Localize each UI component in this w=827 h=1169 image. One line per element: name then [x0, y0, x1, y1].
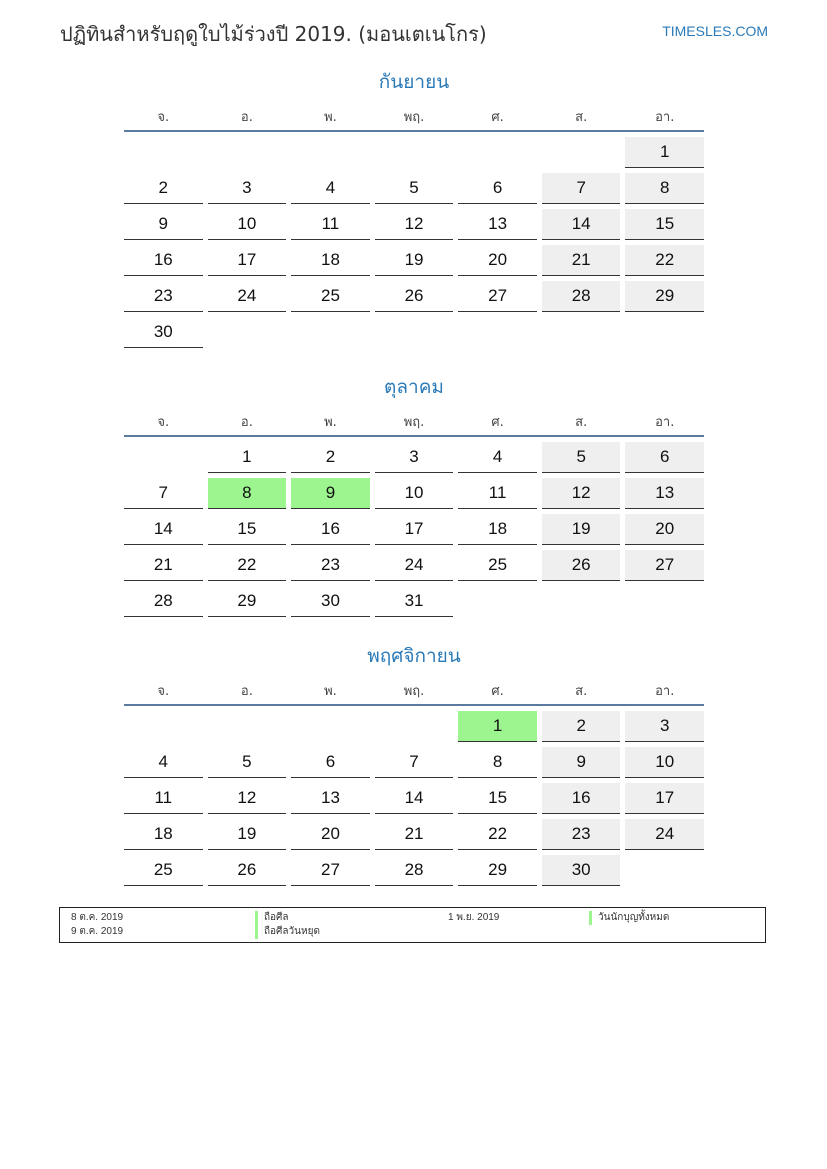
calendar-week	[124, 747, 704, 778]
calendar-day[interactable]: 23	[542, 819, 621, 850]
calendar-day[interactable]: 21	[124, 550, 203, 581]
calendar-day[interactable]: 2	[542, 711, 621, 742]
calendar-week	[124, 245, 704, 276]
calendar-day[interactable]: 1	[625, 137, 704, 168]
calendar-day[interactable]: 7	[375, 747, 454, 778]
weekday-label: อ.	[240, 414, 253, 430]
calendar-week	[124, 209, 704, 240]
calendar-day[interactable]: 18	[291, 245, 370, 276]
calendar-day[interactable]: 2	[124, 173, 203, 204]
weekday-label: ศ.	[491, 109, 504, 125]
calendar-week	[124, 137, 704, 168]
calendar-empty-cell	[124, 442, 203, 473]
weekday-label: ส.	[575, 109, 588, 125]
calendar-day[interactable]: 25	[458, 550, 537, 581]
weekday-label: อา.	[655, 109, 675, 125]
calendar-day[interactable]: 20	[291, 819, 370, 850]
calendar-day[interactable]: 10	[375, 478, 454, 509]
calendar-day[interactable]: 19	[375, 245, 454, 276]
calendar-day[interactable]: 8	[625, 173, 704, 204]
calendar-day[interactable]: 27	[291, 855, 370, 886]
calendar-empty-cell	[208, 711, 287, 742]
calendar-day[interactable]: 4	[291, 173, 370, 204]
calendar-day[interactable]: 11	[124, 783, 203, 814]
calendar-day[interactable]: 16	[291, 514, 370, 545]
calendar-day[interactable]: 14	[542, 209, 621, 240]
calendar-empty-cell	[458, 586, 537, 617]
calendar-day[interactable]: 25	[291, 281, 370, 312]
calendar-day[interactable]: 6	[458, 173, 537, 204]
calendar-day[interactable]: 18	[124, 819, 203, 850]
calendar-day[interactable]: 19	[542, 514, 621, 545]
calendar-empty-cell	[458, 137, 537, 168]
calendar-week	[124, 855, 704, 886]
calendar-week	[124, 819, 704, 850]
calendar-day[interactable]: 9	[124, 209, 203, 240]
weekday-label: พฤ.	[403, 414, 425, 430]
calendar-day[interactable]: 23	[124, 281, 203, 312]
calendar-day[interactable]: 20	[625, 514, 704, 545]
calendar-week	[124, 783, 704, 814]
weekday-label: พ.	[324, 109, 337, 125]
calendar-day[interactable]: 28	[542, 281, 621, 312]
calendar-day[interactable]: 5	[542, 442, 621, 473]
calendar-day[interactable]: 30	[291, 586, 370, 617]
month-october	[124, 373, 704, 622]
calendar-day[interactable]: 28	[375, 855, 454, 886]
calendar-day[interactable]: 6	[291, 747, 370, 778]
weekday-label: พ.	[324, 414, 337, 430]
calendar-day[interactable]: 17	[208, 245, 287, 276]
calendar-day[interactable]: 18	[458, 514, 537, 545]
calendar-empty-cell	[375, 317, 454, 348]
calendar-empty-cell	[208, 317, 287, 348]
weekday-label: อ.	[240, 683, 253, 699]
calendar-day[interactable]: 23	[291, 550, 370, 581]
calendar-day[interactable]: 17	[625, 783, 704, 814]
calendar-empty-cell	[625, 317, 704, 348]
calendar-day[interactable]: 4	[124, 747, 203, 778]
month-title: พฤศจิกายน	[367, 645, 461, 667]
calendar-day[interactable]: 3	[625, 711, 704, 742]
calendar-week	[124, 478, 704, 509]
legend-date: 9 ต.ค. 2019	[71, 926, 124, 937]
holiday-legend	[59, 907, 766, 943]
calendar-day[interactable]: 29	[458, 855, 537, 886]
calendar-empty-cell	[625, 855, 704, 886]
calendar-day[interactable]: 15	[458, 783, 537, 814]
weekday-label: พฤ.	[403, 109, 425, 125]
calendar-day[interactable]: 27	[625, 550, 704, 581]
calendar-week	[124, 550, 704, 581]
calendar-week	[124, 586, 704, 617]
calendar-empty-cell	[208, 137, 287, 168]
calendar-week	[124, 711, 704, 742]
legend-holiday-name: วันนักบุญทั้งหมด	[589, 911, 669, 925]
calendar-day[interactable]: 7	[124, 478, 203, 509]
calendar-day[interactable]: 5	[375, 173, 454, 204]
calendar-empty-cell	[291, 317, 370, 348]
calendar-day[interactable]: 16	[124, 245, 203, 276]
calendar-day[interactable]: 20	[458, 245, 537, 276]
weekday-label: อ.	[240, 109, 253, 125]
weekday-label: จ.	[157, 683, 170, 699]
calendar-day[interactable]: 28	[124, 586, 203, 617]
month-september	[124, 68, 704, 353]
calendar-week	[124, 514, 704, 545]
calendar-day[interactable]: 22	[458, 819, 537, 850]
calendar-day[interactable]: 2	[291, 442, 370, 473]
calendar-day[interactable]: 15	[208, 514, 287, 545]
calendar-day[interactable]: 7	[542, 173, 621, 204]
calendar-day[interactable]: 13	[625, 478, 704, 509]
calendar-day[interactable]: 26	[375, 281, 454, 312]
weekday-label: ส.	[575, 683, 588, 699]
calendar-day[interactable]: 26	[542, 550, 621, 581]
calendar-day-holiday[interactable]: 9	[291, 478, 370, 509]
calendar-empty-cell	[458, 317, 537, 348]
calendar-week	[124, 317, 704, 348]
weekday-label: จ.	[157, 109, 170, 125]
calendar-empty-cell	[375, 711, 454, 742]
weekday-header	[124, 102, 704, 132]
calendar-day[interactable]: 30	[124, 317, 203, 348]
legend-date: 1 พ.ย. 2019	[448, 912, 500, 923]
calendar-day[interactable]: 11	[291, 209, 370, 240]
calendar-week	[124, 442, 704, 473]
calendar-day[interactable]: 27	[458, 281, 537, 312]
calendar-day[interactable]: 3	[208, 173, 287, 204]
site-link[interactable]: TIMESLES.COM	[662, 23, 768, 39]
weekday-label: อา.	[655, 683, 675, 699]
calendar-day[interactable]: 1	[208, 442, 287, 473]
calendar-day[interactable]: 22	[625, 245, 704, 276]
weekday-header	[124, 407, 704, 437]
calendar-day[interactable]: 24	[208, 281, 287, 312]
calendar-day[interactable]: 4	[458, 442, 537, 473]
weekday-header	[124, 676, 704, 706]
weekday-label: พ.	[324, 683, 337, 699]
calendar-day[interactable]: 21	[542, 245, 621, 276]
calendar-day[interactable]: 24	[375, 550, 454, 581]
calendar-day[interactable]: 16	[542, 783, 621, 814]
month-grid	[124, 442, 704, 617]
calendar-day[interactable]: 14	[375, 783, 454, 814]
calendar-day[interactable]: 12	[208, 783, 287, 814]
calendar-empty-cell	[542, 317, 621, 348]
calendar-week	[124, 281, 704, 312]
calendar-day[interactable]: 26	[208, 855, 287, 886]
calendar-day[interactable]: 15	[625, 209, 704, 240]
calendar-day[interactable]: 22	[208, 550, 287, 581]
legend-holiday-name: ถือศีลวันหยุด	[255, 925, 320, 939]
calendar-empty-cell	[124, 137, 203, 168]
calendar-empty-cell	[375, 137, 454, 168]
month-november	[124, 642, 704, 891]
month-grid	[124, 711, 704, 886]
weekday-label: อา.	[655, 414, 675, 430]
calendar-empty-cell	[542, 586, 621, 617]
calendar-day[interactable]: 14	[124, 514, 203, 545]
calendar-day[interactable]: 21	[375, 819, 454, 850]
calendar-day[interactable]: 12	[542, 478, 621, 509]
calendar-day[interactable]: 30	[542, 855, 621, 886]
calendar-day[interactable]: 8	[458, 747, 537, 778]
calendar-day[interactable]: 29	[625, 281, 704, 312]
month-grid	[124, 137, 704, 348]
weekday-label: พฤ.	[403, 683, 425, 699]
calendar-day[interactable]: 24	[625, 819, 704, 850]
calendar-day[interactable]: 13	[291, 783, 370, 814]
calendar-day[interactable]: 10	[208, 209, 287, 240]
calendar-empty-cell	[542, 137, 621, 168]
calendar-week	[124, 173, 704, 204]
legend-date: 8 ต.ค. 2019	[71, 912, 124, 923]
calendar-day[interactable]: 9	[542, 747, 621, 778]
calendar-day[interactable]: 10	[625, 747, 704, 778]
weekday-label: ส.	[575, 414, 588, 430]
month-title: ตุลาคม	[384, 376, 444, 398]
calendar-day[interactable]: 25	[124, 855, 203, 886]
weekday-label: ศ.	[491, 414, 504, 430]
calendar-day[interactable]: 17	[375, 514, 454, 545]
calendar-empty-cell	[124, 711, 203, 742]
month-title: กันยายน	[378, 71, 450, 93]
calendar-empty-cell	[291, 711, 370, 742]
calendar-day[interactable]: 12	[375, 209, 454, 240]
weekday-label: จ.	[157, 414, 170, 430]
calendar-day[interactable]: 11	[458, 478, 537, 509]
calendar-day[interactable]: 6	[625, 442, 704, 473]
calendar-day[interactable]: 3	[375, 442, 454, 473]
calendar-empty-cell	[625, 586, 704, 617]
calendar-day[interactable]: 31	[375, 586, 454, 617]
calendar-day[interactable]: 13	[458, 209, 537, 240]
calendar-day[interactable]: 5	[208, 747, 287, 778]
weekday-label: ศ.	[491, 683, 504, 699]
calendar-day-holiday[interactable]: 1	[458, 711, 537, 742]
calendar-day-holiday[interactable]: 8	[208, 478, 287, 509]
calendar-day[interactable]: 29	[208, 586, 287, 617]
page-title: ปฏิทินสำหรับฤดูใบไม้ร่วงปี 2019. (มอนเตเนโกร)	[60, 22, 487, 46]
legend-holiday-name: ถือศีล	[255, 911, 289, 925]
calendar-day[interactable]: 19	[208, 819, 287, 850]
calendar-empty-cell	[291, 137, 370, 168]
